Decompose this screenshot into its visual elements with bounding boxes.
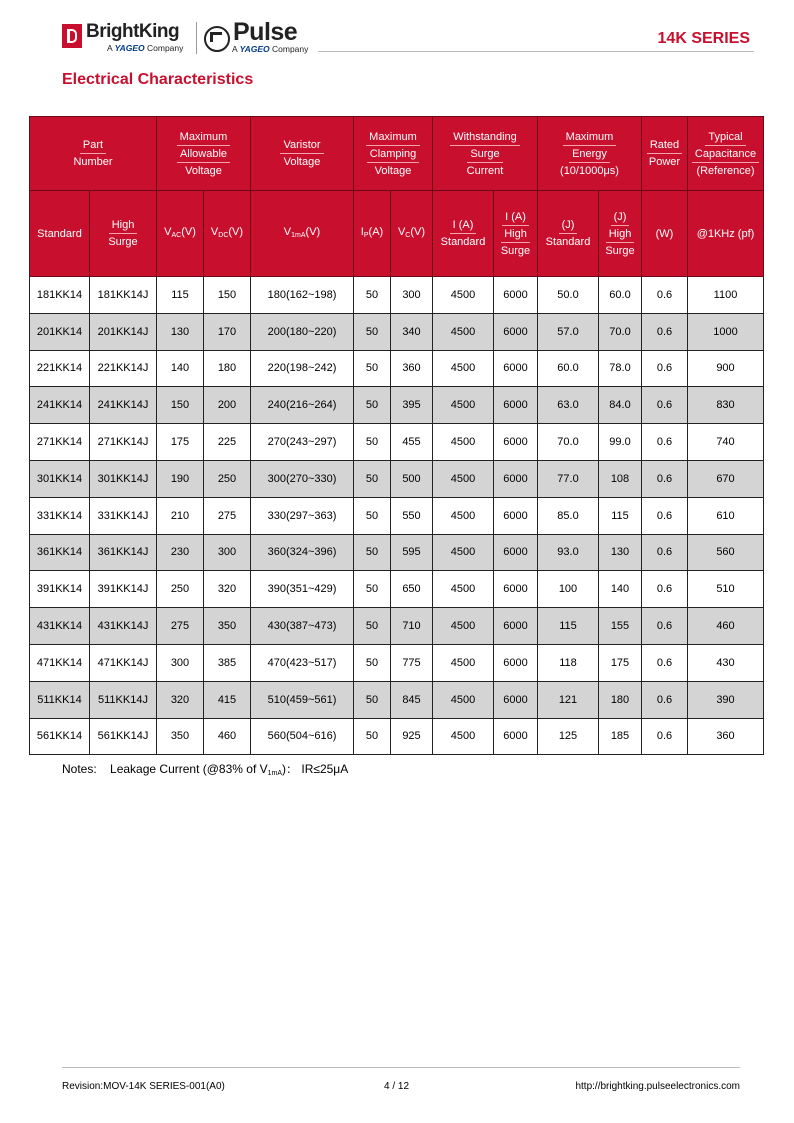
table-row [30, 571, 764, 608]
table-cell: 77.0 [538, 460, 599, 497]
table-cell: 550 [391, 497, 433, 534]
table-cell: 301KK14 [30, 460, 90, 497]
table-cell: 180 [599, 681, 642, 718]
header-varistor-voltage: Varistor Voltage [251, 117, 354, 191]
table-cell: 740 [688, 424, 764, 461]
table-cell: 115 [157, 277, 204, 314]
table-cell: 360 [688, 718, 764, 755]
table-cell: 0.6 [642, 608, 688, 645]
table-cell: 241KK14 [30, 387, 90, 424]
table-cell: 340 [391, 313, 433, 350]
table-cell: 190 [157, 460, 204, 497]
table-cell: 390(351~429) [251, 571, 354, 608]
subheader-energy-high: (J) High Surge [599, 191, 642, 277]
table-cell: 470(423~517) [251, 644, 354, 681]
table-cell: 0.6 [642, 313, 688, 350]
table-cell: 210 [157, 497, 204, 534]
table-cell: 50 [354, 681, 391, 718]
table-cell: 431KK14J [90, 608, 157, 645]
table-cell: 6000 [494, 497, 538, 534]
table-cell: 361KK14 [30, 534, 90, 571]
table-cell: 0.6 [642, 350, 688, 387]
table-cell: 50 [354, 277, 391, 314]
table-cell: 670 [688, 460, 764, 497]
table-cell: 121 [538, 681, 599, 718]
table-cell: 270(243~297) [251, 424, 354, 461]
table-cell: 130 [157, 313, 204, 350]
table-cell: 301KK14J [90, 460, 157, 497]
table-cell: 130 [599, 534, 642, 571]
table-cell: 4500 [433, 277, 494, 314]
table-cell: 50 [354, 608, 391, 645]
table-cell: 185 [599, 718, 642, 755]
table-cell: 360(324~396) [251, 534, 354, 571]
subheader-power-unit: (W) [642, 191, 688, 277]
table-cell: 4500 [433, 313, 494, 350]
table-cell: 50 [354, 460, 391, 497]
table-cell: 4500 [433, 387, 494, 424]
subheader-vdc: $V_{DC}(V)$ [204, 191, 251, 277]
brightking-logo-text: BrightKing [86, 21, 180, 42]
subheader-standard: Standard [30, 191, 90, 277]
footer-url[interactable]: http://brightking.pulseelectronics.com [575, 1081, 740, 1092]
table-cell: 0.6 [642, 277, 688, 314]
table-row [30, 277, 764, 314]
table-cell: 0.6 [642, 644, 688, 681]
table-cell: 331KK14 [30, 497, 90, 534]
table-cell: 4500 [433, 608, 494, 645]
table-cell: 331KK14J [90, 497, 157, 534]
table-cell: 6000 [494, 350, 538, 387]
table-cell: 150 [157, 387, 204, 424]
table-cell: 6000 [494, 460, 538, 497]
table-cell: 4500 [433, 350, 494, 387]
table-cell: 50 [354, 497, 391, 534]
table-row [30, 608, 764, 645]
footer-divider [62, 1067, 740, 1068]
table-cell: 50 [354, 534, 391, 571]
table-cell: 460 [688, 608, 764, 645]
table-cell: 181KK14 [30, 277, 90, 314]
notes-text: Leakage Current (@83% of $V_{1mA}$)： IR≤25μA [110, 762, 349, 777]
table-cell: 118 [538, 644, 599, 681]
table-notes [62, 760, 348, 777]
notes-label: Notes: [62, 762, 97, 776]
table-cell: 220(198~242) [251, 350, 354, 387]
table-cell: 350 [157, 718, 204, 755]
table-cell: 100 [538, 571, 599, 608]
header-part-number: Part Number [30, 117, 157, 191]
table-cell: 200(180~220) [251, 313, 354, 350]
footer-revision: Revision:MOV-14K SERIES-001(A0) [62, 1081, 225, 1092]
table-cell: 221KK14J [90, 350, 157, 387]
table-cell: 99.0 [599, 424, 642, 461]
table-cell: 300 [157, 644, 204, 681]
header-typical-capacitance: Typical Capacitance (Reference) [688, 117, 764, 191]
table-cell: 6000 [494, 534, 538, 571]
table-cell: 1100 [688, 277, 764, 314]
table-cell: 6000 [494, 718, 538, 755]
brand-logos [62, 20, 322, 60]
table-cell: 6000 [494, 571, 538, 608]
table-cell: 115 [538, 608, 599, 645]
table-cell: 350 [204, 608, 251, 645]
table-cell: 170 [204, 313, 251, 350]
subheader-v1ma: $V_{1mA}(V)$ [251, 191, 354, 277]
header-withstanding-surge-current: Withstanding Surge Current [433, 117, 538, 191]
table-cell: 50 [354, 424, 391, 461]
table-cell: 500 [391, 460, 433, 497]
table-cell: 560 [688, 534, 764, 571]
table-cell: 610 [688, 497, 764, 534]
table-cell: 0.6 [642, 534, 688, 571]
table-cell: 50.0 [538, 277, 599, 314]
brightking-tagline: A YAGEO Company [107, 43, 184, 53]
table-cell: 70.0 [599, 313, 642, 350]
table-cell: 180 [204, 350, 251, 387]
table-cell: 925 [391, 718, 433, 755]
table-cell: 320 [204, 571, 251, 608]
header-max-clamping-voltage: Maximum Clamping Voltage [354, 117, 433, 191]
header-max-allowable-voltage: Maximum Allowable Voltage [157, 117, 251, 191]
table-cell: 0.6 [642, 387, 688, 424]
table-cell: 510 [688, 571, 764, 608]
table-row [30, 497, 764, 534]
table-row [30, 387, 764, 424]
table-cell: 84.0 [599, 387, 642, 424]
table-cell: 300(270~330) [251, 460, 354, 497]
table-cell: 63.0 [538, 387, 599, 424]
table-cell: 4500 [433, 497, 494, 534]
table-row [30, 718, 764, 755]
table-cell: 4500 [433, 681, 494, 718]
table-cell: 4500 [433, 534, 494, 571]
table-cell: 250 [204, 460, 251, 497]
table-cell: 50 [354, 571, 391, 608]
electrical-characteristics-table [29, 116, 764, 755]
subheader-surge-high: I (A) High Surge [494, 191, 538, 277]
table-cell: 6000 [494, 313, 538, 350]
table-cell: 57.0 [538, 313, 599, 350]
header-max-energy: Maximum Energy (10/1000μs) [538, 117, 642, 191]
table-cell: 60.0 [599, 277, 642, 314]
table-cell: 221KK14 [30, 350, 90, 387]
header-divider [318, 51, 754, 52]
table-cell: 511KK14J [90, 681, 157, 718]
pulse-logo-icon [204, 26, 230, 52]
subheader-vc: $V_C(V)$ [391, 191, 433, 277]
table-cell: 330(297~363) [251, 497, 354, 534]
table-cell: 240(216~264) [251, 387, 354, 424]
table-cell: 360 [391, 350, 433, 387]
table-cell: 181KK14J [90, 277, 157, 314]
section-title: Electrical Characteristics [62, 71, 254, 88]
table-cell: 430(387~473) [251, 608, 354, 645]
table-cell: 460 [204, 718, 251, 755]
subheader-energy-standard: (J) Standard [538, 191, 599, 277]
table-cell: 561KK14 [30, 718, 90, 755]
table-cell: 560(504~616) [251, 718, 354, 755]
table-cell: 710 [391, 608, 433, 645]
table-cell: 125 [538, 718, 599, 755]
table-cell: 108 [599, 460, 642, 497]
table-cell: 6000 [494, 681, 538, 718]
table-cell: 50 [354, 387, 391, 424]
table-cell: 50 [354, 644, 391, 681]
table-cell: 271KK14J [90, 424, 157, 461]
table-group-header-row [30, 117, 764, 191]
pulse-logo-text: Pulse [233, 18, 298, 46]
table-cell: 0.6 [642, 571, 688, 608]
table-cell: 0.6 [642, 718, 688, 755]
table-row [30, 350, 764, 387]
table-cell: 385 [204, 644, 251, 681]
table-cell: 271KK14 [30, 424, 90, 461]
table-row [30, 424, 764, 461]
table-cell: 0.6 [642, 424, 688, 461]
table-row [30, 534, 764, 571]
table-row [30, 313, 764, 350]
table-cell: 320 [157, 681, 204, 718]
pulse-tagline: A YAGEO Company [232, 44, 309, 54]
table-cell: 60.0 [538, 350, 599, 387]
table-cell: 4500 [433, 571, 494, 608]
table-cell: 201KK14J [90, 313, 157, 350]
brightking-logo-icon [62, 24, 82, 48]
table-cell: 845 [391, 681, 433, 718]
table-cell: 650 [391, 571, 433, 608]
table-cell: 4500 [433, 718, 494, 755]
table-cell: 471KK14J [90, 644, 157, 681]
table-cell: 595 [391, 534, 433, 571]
table-row [30, 681, 764, 718]
table-cell: 175 [157, 424, 204, 461]
table-cell: 455 [391, 424, 433, 461]
table-row [30, 644, 764, 681]
table-cell: 275 [157, 608, 204, 645]
table-cell: 70.0 [538, 424, 599, 461]
table-cell: 511KK14 [30, 681, 90, 718]
table-cell: 78.0 [599, 350, 642, 387]
table-cell: 50 [354, 718, 391, 755]
table-cell: 561KK14J [90, 718, 157, 755]
table-cell: 6000 [494, 608, 538, 645]
table-cell: 391KK14 [30, 571, 90, 608]
table-cell: 50 [354, 313, 391, 350]
table-cell: 93.0 [538, 534, 599, 571]
table-cell: 0.6 [642, 460, 688, 497]
table-cell: 361KK14J [90, 534, 157, 571]
table-cell: 50 [354, 350, 391, 387]
table-cell: 6000 [494, 424, 538, 461]
table-cell: 1000 [688, 313, 764, 350]
table-cell: 6000 [494, 644, 538, 681]
table-cell: 415 [204, 681, 251, 718]
table-cell: 180(162~198) [251, 277, 354, 314]
table-cell: 0.6 [642, 497, 688, 534]
table-cell: 830 [688, 387, 764, 424]
table-cell: 4500 [433, 460, 494, 497]
subheader-surge-standard: I (A) Standard [433, 191, 494, 277]
table-cell: 175 [599, 644, 642, 681]
table-cell: 300 [391, 277, 433, 314]
table-cell: 391KK14J [90, 571, 157, 608]
logo-divider [196, 22, 197, 54]
table-cell: 250 [157, 571, 204, 608]
table-cell: 85.0 [538, 497, 599, 534]
table-cell: 775 [391, 644, 433, 681]
table-cell: 155 [599, 608, 642, 645]
table-cell: 0.6 [642, 681, 688, 718]
table-cell: 6000 [494, 277, 538, 314]
footer-page-number: 4 / 12 [384, 1081, 410, 1092]
table-cell: 430 [688, 644, 764, 681]
table-cell: 431KK14 [30, 608, 90, 645]
series-title: 14K SERIES [657, 30, 750, 47]
table-cell: 510(459~561) [251, 681, 354, 718]
table-cell: 300 [204, 534, 251, 571]
table-cell: 471KK14 [30, 644, 90, 681]
subheader-capacitance-unit: @1KHz (pf) [688, 191, 764, 277]
table-cell: 6000 [494, 387, 538, 424]
table-cell: 395 [391, 387, 433, 424]
header-rated-power: Rated Power [642, 117, 688, 191]
table-cell: 140 [157, 350, 204, 387]
table-sub-header-row [30, 191, 764, 277]
table-cell: 275 [204, 497, 251, 534]
table-cell: 900 [688, 350, 764, 387]
table-cell: 140 [599, 571, 642, 608]
subheader-vac: $V_{AC}(V)$ [157, 191, 204, 277]
subheader-high-surge: High Surge [90, 191, 157, 277]
table-cell: 390 [688, 681, 764, 718]
table-cell: 200 [204, 387, 251, 424]
table-cell: 225 [204, 424, 251, 461]
table-cell: 201KK14 [30, 313, 90, 350]
subheader-ip: $I_P(A)$ [354, 191, 391, 277]
table-cell: 4500 [433, 644, 494, 681]
table-row [30, 460, 764, 497]
table-cell: 230 [157, 534, 204, 571]
table-cell: 241KK14J [90, 387, 157, 424]
table-cell: 4500 [433, 424, 494, 461]
table-cell: 115 [599, 497, 642, 534]
table-cell: 150 [204, 277, 251, 314]
